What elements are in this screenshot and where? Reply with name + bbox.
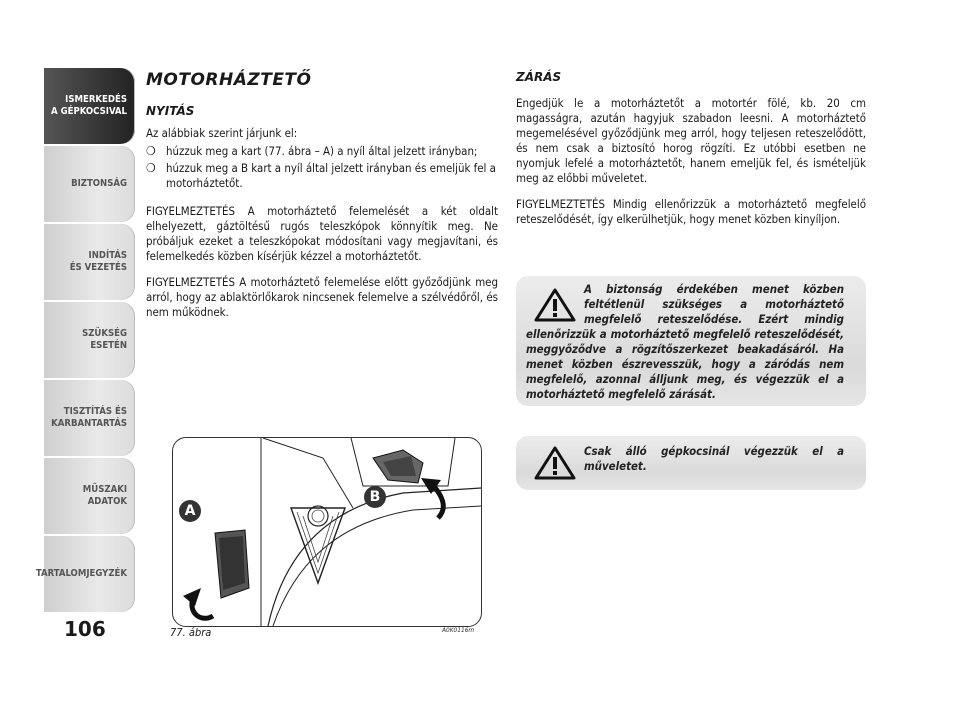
section-title: MOTORHÁZTETŐ — [146, 70, 312, 90]
marker-a: A — [179, 500, 201, 522]
list-item — [146, 144, 498, 159]
subtitle-nyitas: NYITÁS — [146, 104, 195, 118]
left-column — [146, 70, 498, 331]
tab-muszaki[interactable]: MŰSZAKI ADATOK — [44, 458, 135, 534]
warning-triangle-icon — [534, 446, 576, 480]
page-number: 106 — [64, 617, 106, 641]
step-text: húzzuk meg a kart (77. ábra – A) a nyíl által jelzett irányban; — [166, 144, 478, 158]
step-text: húzzuk meg a B kart a nyíl által jelzett irányban és emeljük fel a motorháztetőt. — [166, 161, 496, 190]
list-item — [146, 161, 498, 191]
intro-text: Az alábbiak szerint járjunk el: — [146, 126, 298, 140]
figure-code: A0K0116m — [442, 626, 475, 634]
tab-tartalomjegyzek[interactable]: TARTALOMJEGYZÉK — [44, 536, 135, 612]
tab-szukseg[interactable]: SZÜKSÉG ESETÉN — [44, 302, 135, 378]
tab-tisztitas[interactable]: TISZTÍTÁS ÉS KARBANTARTÁS — [44, 380, 135, 456]
warning-box — [516, 276, 866, 406]
circle-bullet-icon: ❍ — [146, 161, 156, 175]
right-column — [516, 70, 866, 238]
tab-biztonsag[interactable]: BIZTONSÁG — [44, 146, 135, 222]
subtitle-zaras: ZÁRÁS — [516, 70, 562, 84]
marker-b: B — [364, 486, 386, 508]
warning-text: Csak álló gépkocsinál végezzük el a műveletet. — [584, 444, 844, 473]
hood-illustration — [173, 438, 481, 626]
figure-77 — [172, 437, 482, 627]
paragraph: FIGYELMEZTETÉS A motorháztető felemelése előtt győződjünk meg arról, hogy az ablaktörlőkarok nincsenek felemelve a szélvédőről, és nem működnek. — [146, 275, 498, 319]
paragraph: FIGYELMEZTETÉS Mindig ellenőrizzük a motorháztető megfelelő reteszelődését, így elkerülhetjük, hogy menet közben kinyíljon. — [516, 197, 866, 226]
warning-box — [516, 436, 866, 490]
paragraph: Engedjük le a motorháztetőt a motortér fölé, kb. 20 cm magasságra, azután hagyjuk szabadon leesni. A motorháztető megemelésével győződjünk meg arról, hogy teljesen reteszelődött, és nem csak a biztosító horog rögzíti. Ez utóbbi esetben ne nyomjuk lefelé a motorháztetőt, hanem emeljük fel, és ismételjük meg az előbbi műveletet. — [516, 96, 866, 185]
tab-inditas[interactable]: INDÍTÁS ÉS VEZETÉS — [44, 224, 135, 300]
tab-ismerkedes[interactable]: ISMERKEDÉS A GÉPKOCSIVAL — [44, 68, 135, 144]
figure-label: 77. ábra — [170, 626, 212, 639]
warning-text: A biztonság érdekében menet közben feltétlenül szükséges a motorháztető megfelelő reteszelődése. Ezért mindig ellenőrizzük a motorháztető megfelelő reteszelődését, meggyőződve a rögzítőszerkezet beakadásáról. Ha menet közben észrevesszük, hogy a záródás nem megfelelő, azonnal álljunk meg, és végezzük el a motorháztető megfelelő zárását. — [526, 282, 844, 401]
chapter-sidebar — [35, 68, 135, 614]
warning-triangle-icon — [534, 288, 576, 322]
circle-bullet-icon: ❍ — [146, 144, 156, 158]
paragraph: FIGYELMEZTETÉS A motorháztető felemelését a két oldalt elhelyezett, gáztöltésű rugós teleszkópok könnyítik meg. Ne próbáljuk ezeket a teleszkópokat módosítani vagy megjavítani, és felemelkedés közben kísérjük kézzel a motorháztetőt. — [146, 204, 498, 263]
